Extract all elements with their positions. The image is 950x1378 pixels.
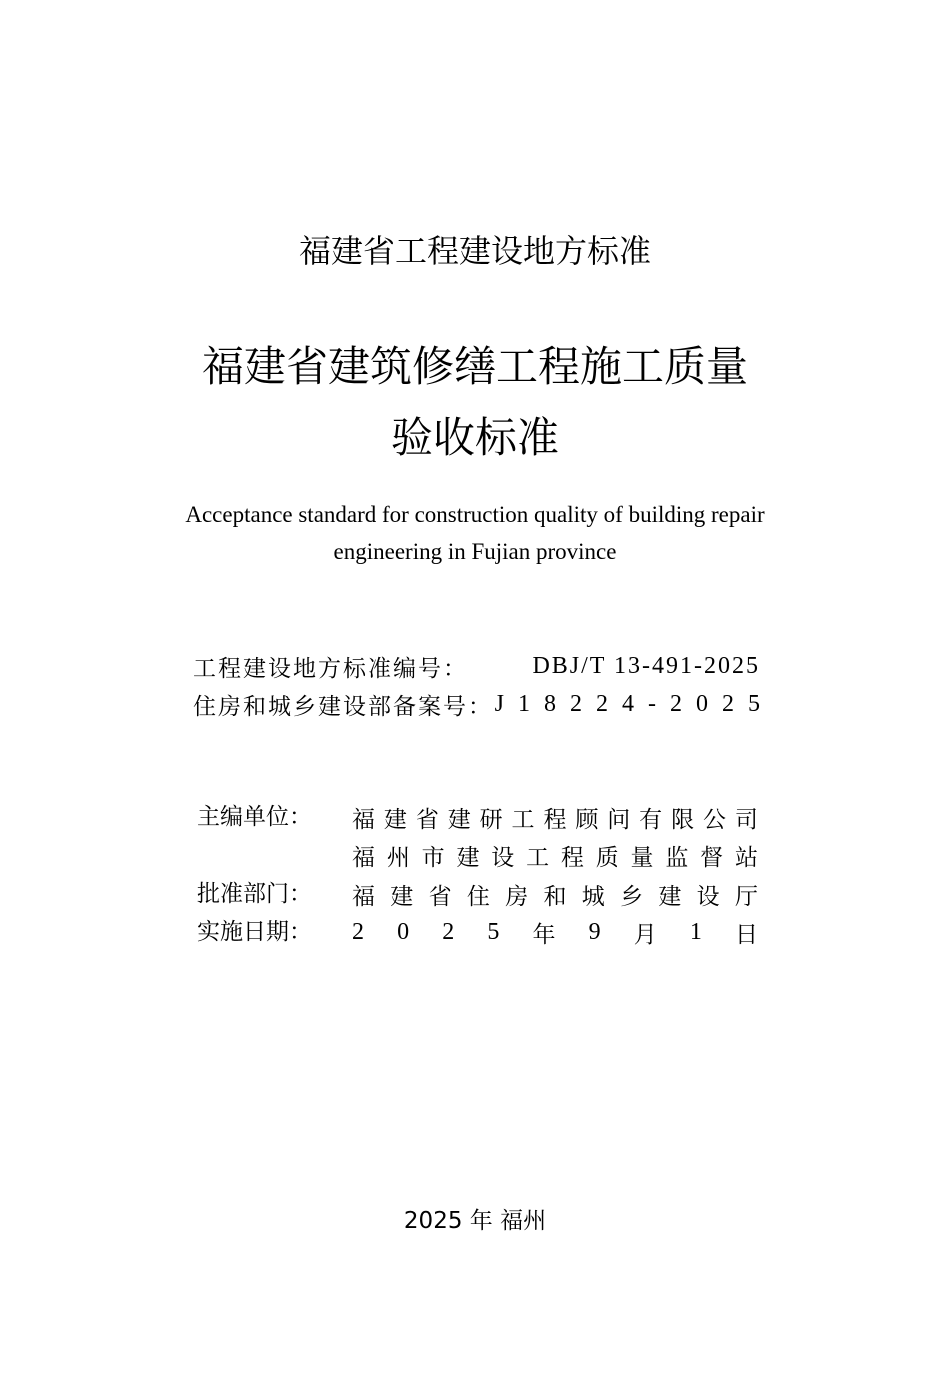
effective-year-digit: 0	[397, 918, 410, 945]
filing-code-row	[193, 687, 774, 721]
english-title-line-2: engineering in Fujian province	[333, 539, 617, 564]
effective-date-value	[352, 915, 758, 949]
spread-character: 有	[639, 806, 663, 833]
effective-month-unit: 月	[633, 921, 657, 948]
spread-character: 州	[386, 844, 410, 871]
spread-character: 省	[415, 806, 439, 833]
main-title-line-2: 验收标准	[390, 413, 559, 462]
spread-character: 建	[447, 806, 471, 833]
spread-character: 福	[352, 806, 375, 833]
english-title-line-1: Acceptance standard for construction quality of building repair	[185, 502, 765, 527]
spread-character: 市	[421, 844, 445, 871]
spread-character: 城	[581, 883, 605, 910]
effective-month: 9	[588, 918, 601, 945]
spread-character: 厅	[734, 883, 758, 910]
spread-character: 工	[511, 806, 535, 833]
spread-character: 福	[352, 883, 375, 910]
effective-day-unit: 日	[735, 921, 758, 948]
main-title-line-1: 福建省建筑修缮工程施工质量	[201, 342, 748, 391]
spread-character: 司	[734, 806, 758, 833]
spread-character: 建	[658, 883, 682, 910]
spread-character: 顾	[575, 806, 599, 833]
chief-editor-unit-1	[352, 800, 758, 834]
effective-year-digit: 5	[487, 918, 500, 945]
spread-character: 质	[595, 844, 619, 871]
spread-character: 程	[543, 806, 567, 833]
spread-character: 设	[696, 883, 720, 910]
approval-department-label: 批准部门：	[197, 881, 312, 907]
spread-character: 问	[607, 806, 631, 833]
publication-footer: 2025 年 福州	[403, 1208, 547, 1234]
spread-character: 和	[543, 883, 567, 910]
spread-character: 建	[390, 883, 414, 910]
spread-character: 设	[491, 844, 515, 871]
filing-code-value: J18224-2025	[494, 690, 774, 717]
spread-character: 建	[383, 806, 407, 833]
chief-editor-unit-2	[352, 838, 758, 872]
effective-year-digit: 2	[442, 918, 455, 945]
spread-character: 监	[665, 844, 689, 871]
standard-series: 福建省工程建设地方标准	[298, 232, 651, 270]
effective-year-digit: 2	[352, 918, 364, 945]
spread-character: 省	[428, 883, 452, 910]
spread-character: 福	[352, 844, 375, 871]
spread-character: 限	[671, 806, 695, 833]
approval-department-value	[352, 877, 758, 911]
spread-character: 督	[700, 844, 724, 871]
spread-character: 工	[526, 844, 550, 871]
spread-character: 房	[505, 883, 529, 910]
spread-character: 量	[630, 844, 654, 871]
local-standard-code-row	[193, 649, 760, 683]
spread-character: 研	[479, 806, 503, 833]
spread-character: 站	[734, 844, 758, 871]
chief-editor-label: 主编单位：	[197, 804, 312, 830]
spread-character: 乡	[620, 883, 644, 910]
effective-day: 1	[689, 918, 702, 945]
spread-character: 建	[456, 844, 480, 871]
spread-character: 程	[560, 844, 584, 871]
filing-code-label: 住房和城乡建设部备案号：	[193, 693, 493, 720]
spread-character: 住	[466, 883, 490, 910]
effective-date-label: 实施日期：	[197, 919, 312, 945]
effective-year-unit: 年	[532, 921, 556, 948]
local-standard-code-value: DBJ/T 13-491-2025	[532, 652, 760, 679]
local-standard-code-label: 工程建设地方标准编号：	[193, 655, 468, 682]
spread-character: 公	[702, 806, 726, 833]
